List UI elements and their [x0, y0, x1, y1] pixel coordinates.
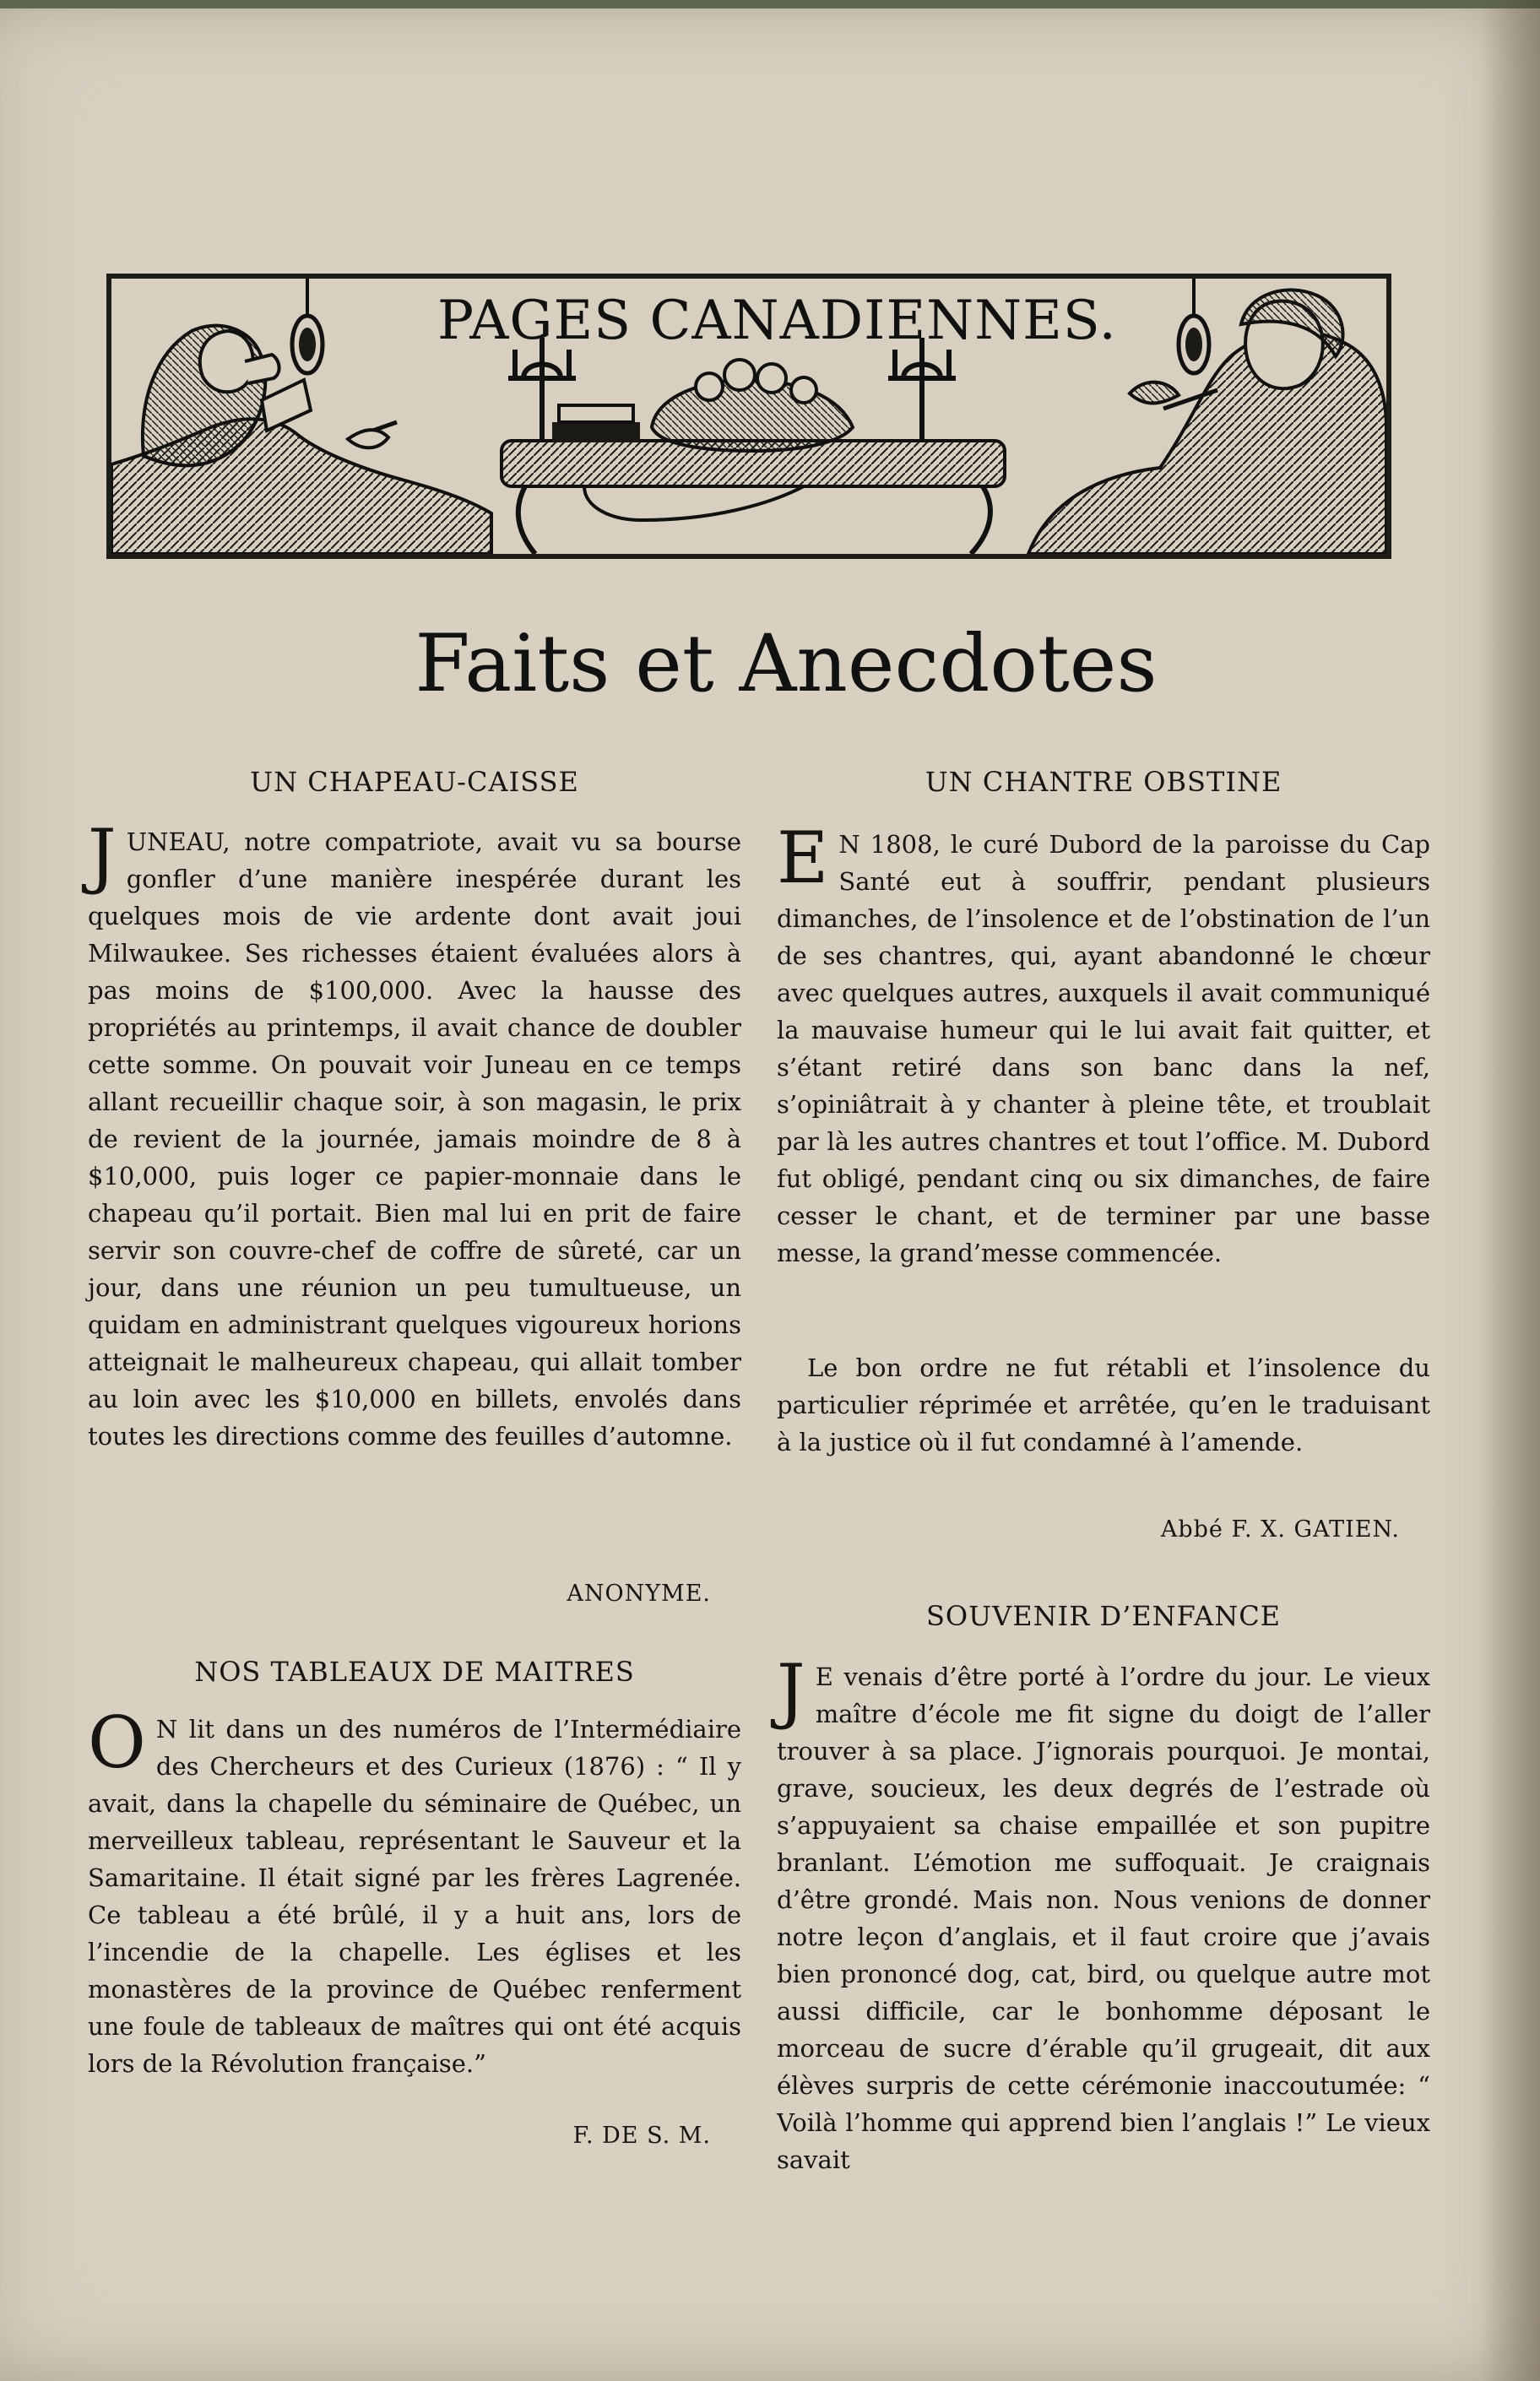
page-title: Faits et Anecdotes	[415, 618, 1158, 710]
article-body-second-paragraph: Le bon ordre ne fut rétabli et l’insolence du particulier réprimée et arrêtée, qu’en le traduisant à la justice où il fut condamné à l’amende.	[777, 1353, 1430, 1456]
article-headline: UN CHANTRE OBSTINE	[925, 766, 1282, 798]
article-headline: SOUVENIR D’ENFANCE	[925, 1600, 1282, 1632]
article-signature: ANONYME.	[567, 1581, 711, 1607]
article-body	[777, 816, 1430, 1272]
article-headline: UN CHAPEAU-CAISSE	[250, 766, 579, 798]
drop-cap: J	[88, 814, 117, 897]
article-signature: Abbé F. X. GATIEN.	[1160, 1516, 1400, 1543]
drop-cap: J	[777, 1649, 805, 1732]
page-top-edge	[0, 0, 1540, 8]
article-body	[88, 1701, 741, 2082]
article-signature: F. DE S. M.	[572, 2123, 711, 2149]
article-text: N 1808, le curé Dubord de la paroisse du Cap Santé eut à souffrir, pendant plusieurs dimanches, de l’insolence et de l’obstination de l’un de ses chantres, qui, ayant abandonné le chœur avec quelques autres, auxquels il avait communiqué la mauvaise humeur qui le lui avait fait quitter, et s’étant retiré dans son banc dans la nef, s’opiniâtrait à y chanter à pleine tête, et troublait par là les autres chantres et tout l’office. M. Dubord fut obligé, pendant cinq ou six dimanches, de faire cesser le chant, et de terminer par une basse messe, la grand’messe commencée.	[777, 830, 1430, 1267]
article-text: UNEAU, notre compatriote, avait vu sa bourse gonfler d’une manière inespérée durant les quelques mois de vie ardente dont avait joui Milwaukee. Ses richesses étaient évaluées alors à pas moins de $100,000. Avec la hausse des propriétés au printemps, il avait chance de doubler cette somme. On pouvait voir Juneau en ce temps allant recueillir chaque soir, à son magasin, le prix de revient de la journée, jamais moindre de 8 à $10,000, puis loger ce papier-monnaie dans le chapeau qu’il portait. Bien mal lui en prit de faire servir son couvre-chef de coffre de sûreté, car un jour, dans une réunion un peu tumultueuse, un quidam en administrant quelques vigoureux horions atteignait le malheureux chapeau, qui allait tomber au loin avec les $10,000 en billets, envolés dans toutes les directions comme des feuilles d’automne.	[88, 827, 741, 1451]
article-body	[88, 814, 741, 1455]
banner-title: PAGES CANADIENNES.	[437, 290, 1117, 352]
article-headline: NOS TABLEAUX DE MAITRES	[194, 1656, 635, 1688]
article-body	[777, 1649, 1430, 2178]
drop-cap: E	[777, 816, 829, 899]
pages-canadiennes-banner	[106, 274, 1391, 559]
article-text: N lit dans un des numéros de l’Intermédiaire des Chercheurs et des Curieux (1876) : “ Il y avait, dans la chapelle du séminaire de Québec, un merveilleux tableau, représentant le Sauveur et la Samaritaine. Il était signé par les frères Lagrenée. Ce tableau a été brûlé, il y a huit ans, lors de l’incendie de la chapelle. Les églises et les monastères de la province de Québec renferment une foule de tableaux de maîtres qui ont été acquis lors de la Révolution française.”	[88, 1715, 741, 2078]
page-spine-shadow	[1481, 0, 1540, 2381]
drop-cap: O	[88, 1701, 146, 1784]
article-text: E venais d’être porté à l’ordre du jour. Le vieux maître d’école me fit signe du doigt de l’aller trouver à sa place. J’ignorais pourquoi. Je montai, grave, soucieux, les deux degrés de l’estrade où s’appuyaient sa chaise empaillée et son pupitre branlant. L’émotion me suffoquait. Je craignais d’être grondé. Mais non. Nous venions de donner notre leçon d’anglais, et il faut croire que j’avais bien prononcé dog, cat, bird, ou quelque autre mot aussi difficile, car le bonhomme déposant le morceau de sucre d’érable qu’il grugeait, dit aux élèves surpris de cette cérémonie inaccoutumée: “ Voilà l’homme qui apprend bien l’anglais !” Le vieux savait	[777, 1662, 1430, 2174]
